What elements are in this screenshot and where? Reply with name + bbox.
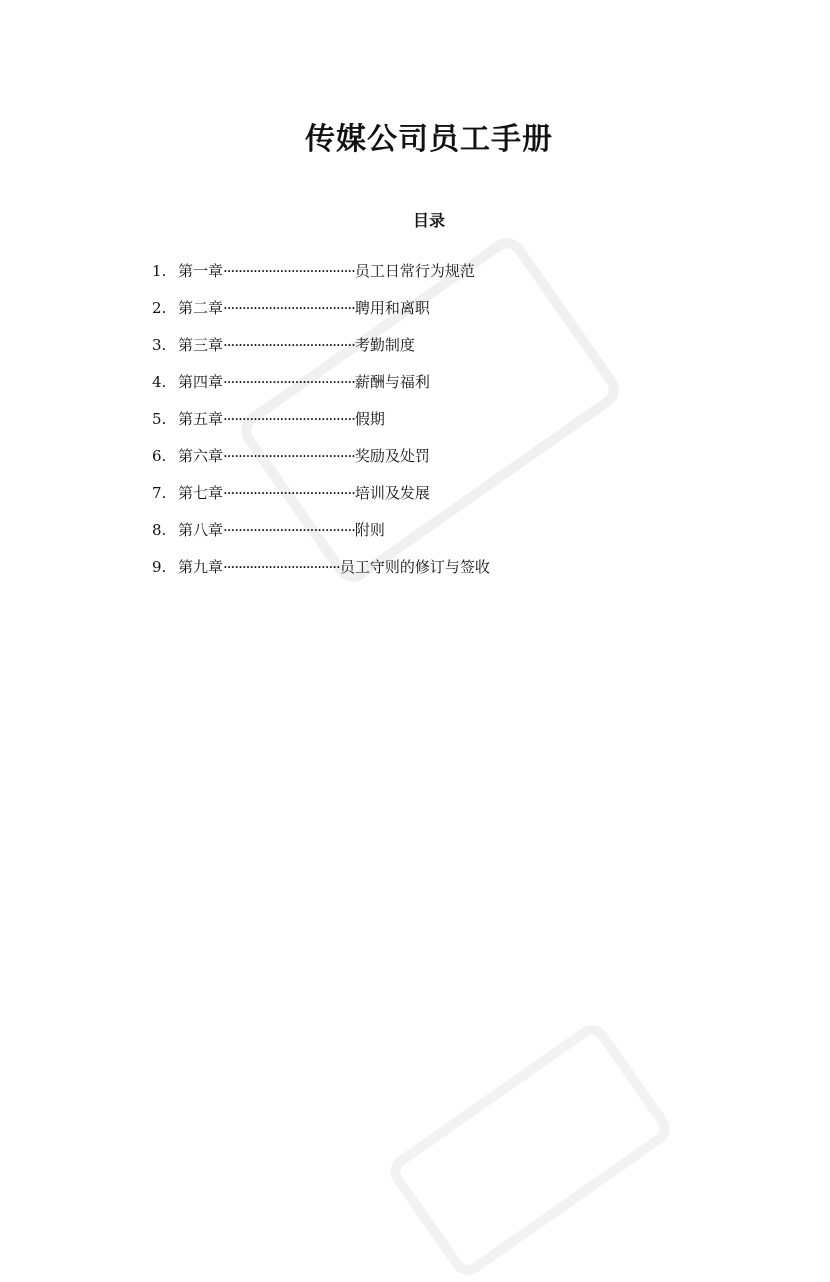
- toc-item-chapter: 第九章: [178, 558, 224, 576]
- toc-item[interactable]: [152, 369, 490, 406]
- toc-item-leader: ···································: [223, 373, 355, 391]
- toc-item[interactable]: [152, 517, 490, 554]
- toc-item-number: 1.: [152, 262, 167, 280]
- toc-item-leader: ···································: [223, 410, 355, 428]
- toc-item-leader: ···································: [223, 521, 355, 539]
- toc-item-chapter: 第八章: [178, 521, 224, 539]
- toc-item-topic: 附则: [354, 521, 385, 539]
- toc-item-number: 8.: [152, 521, 167, 539]
- toc-item[interactable]: [152, 443, 490, 480]
- toc-item-chapter: 第四章: [178, 373, 224, 391]
- toc-item-leader: ···································: [223, 447, 355, 465]
- toc-item-leader: ·······························: [223, 558, 340, 576]
- toc-item-chapter: 第七章: [178, 484, 224, 502]
- toc-item[interactable]: [152, 258, 490, 295]
- toc-item-topic: 聘用和离职: [354, 299, 430, 317]
- toc-item-chapter: 第三章: [178, 336, 224, 354]
- toc-item-topic: 培训及发展: [354, 484, 430, 502]
- toc-item-topic: 假期: [354, 410, 385, 428]
- table-of-contents: [152, 258, 490, 591]
- toc-item[interactable]: [152, 406, 490, 443]
- toc-item-leader: ···································: [223, 336, 355, 354]
- toc-item-number: 4.: [152, 373, 167, 391]
- toc-item-leader: ···································: [223, 262, 355, 280]
- toc-item[interactable]: [152, 332, 490, 369]
- toc-item[interactable]: [152, 554, 490, 591]
- toc-item-leader: ···································: [223, 299, 355, 317]
- toc-item-chapter: 第六章: [178, 447, 224, 465]
- toc-item[interactable]: [152, 480, 490, 517]
- toc-item-number: 9.: [152, 558, 167, 576]
- toc-item-chapter: 第二章: [178, 299, 224, 317]
- toc-item-number: 7.: [152, 484, 167, 502]
- toc-item-topic: 奖励及处罚: [354, 447, 430, 465]
- toc-item-chapter: 第五章: [178, 410, 224, 428]
- toc-heading: 目录: [412, 211, 445, 230]
- toc-item-topic: 员工日常行为规范: [354, 262, 475, 280]
- toc-item-chapter: 第一章: [178, 262, 224, 280]
- toc-item[interactable]: [152, 295, 490, 332]
- toc-item-number: 3.: [152, 336, 167, 354]
- toc-item-leader: ···································: [223, 484, 355, 502]
- watermark-stamp-bottom: [383, 1018, 676, 1282]
- toc-item-topic: 考勤制度: [354, 336, 415, 354]
- document-title: 传媒公司员工手册: [305, 122, 553, 157]
- toc-item-topic: 员工守则的修订与签收: [339, 558, 490, 576]
- toc-item-number: 2.: [152, 299, 167, 317]
- toc-item-number: 6.: [152, 447, 167, 465]
- toc-item-topic: 薪酬与福利: [354, 373, 430, 391]
- toc-item-number: 5.: [152, 410, 167, 428]
